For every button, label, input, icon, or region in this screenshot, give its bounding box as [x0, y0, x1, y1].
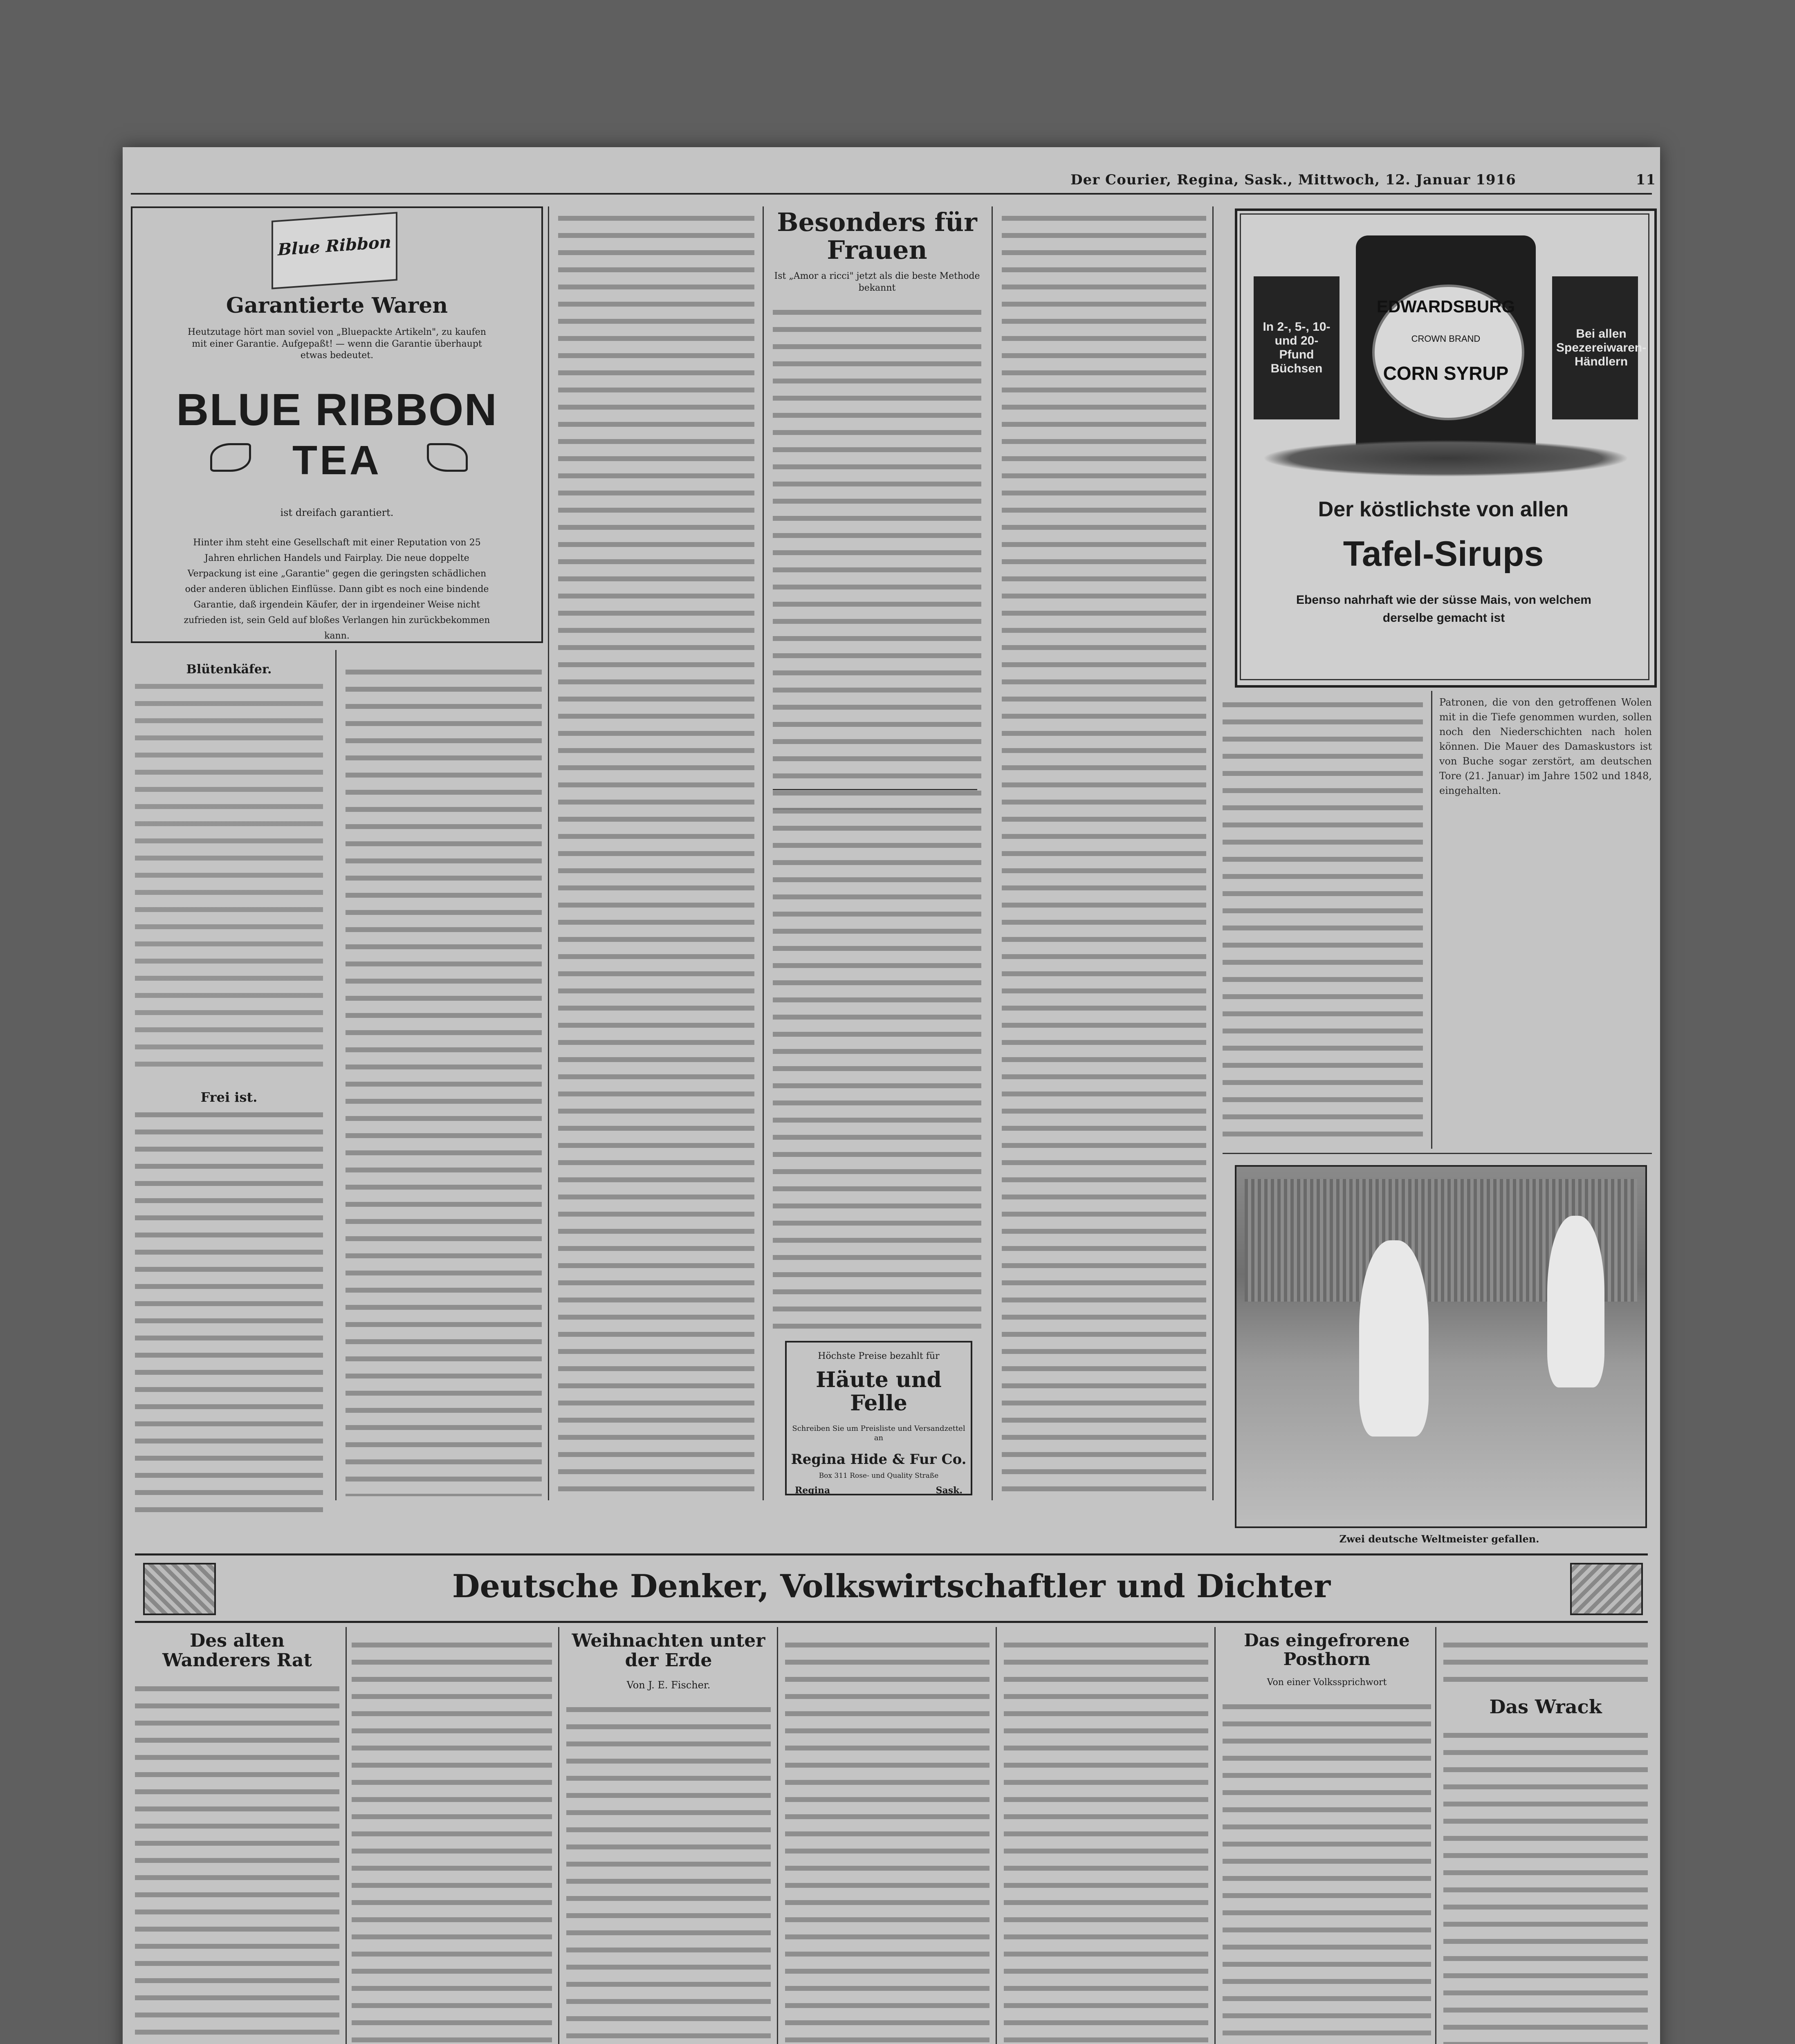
column-divider [1214, 1627, 1216, 2044]
posthorn-article [1223, 1631, 1431, 2044]
column-5-text-block [1002, 208, 1206, 1496]
tea-ad-text: Hinter ihm steht eine Gesellschaft mit einer Reputation von 25 Jahren ehrlichen Handels und Fairplay. Die neue doppelte Verpackung ist eine „Garantie" gegen die geringsten schädlichen oder anderen üblichen Einflüsse. Dann gibt es noch eine bindende Garantie, daß irgendein Käufer, der in irgendeiner Weise nicht zufrieden ist, sein Geld auf bloßes Verlangen hin zurückbekommen kann. [184, 538, 490, 641]
posthorn-sub: Von einer Volkssprichwort [1267, 1677, 1387, 1688]
column-1-upper [135, 662, 323, 1514]
hides-ad [785, 1341, 972, 1495]
frei-ist-text-block [135, 1105, 323, 1514]
hides-address: Box 311 Rose- und Quality Straße [819, 1472, 939, 1480]
bluetenkaefer-title: Blütenkäfer. [186, 662, 272, 677]
hides-company: Regina Hide & Fur Co. [791, 1451, 967, 1468]
syrup-can-brand: EDWARDSBURG [1376, 297, 1515, 316]
rule [1223, 1153, 1652, 1154]
syrup-dealers: Bei allen Spezereiwaren-Händlern [1552, 276, 1638, 419]
tea-ad [131, 206, 543, 643]
ribbon-bow-left-icon [210, 443, 251, 472]
frauen-article [773, 208, 981, 809]
column-divider [996, 1627, 997, 2044]
column-divider [777, 1627, 778, 2044]
column-3-text-block [558, 208, 754, 1496]
column-2-text-block [346, 662, 542, 1496]
weihnachten-text-block [566, 1700, 771, 2044]
column-divider [763, 206, 764, 1500]
weihnachten-author: Von J. E. Fischer. [626, 1679, 711, 1691]
weihnachten-text-continued [785, 1635, 989, 2044]
bluetenkaefer-text-block [135, 677, 323, 1077]
wanderer-article [135, 1631, 339, 2044]
newspaper-page [123, 147, 1660, 2044]
column-bottom-5-text-block [1004, 1635, 1208, 2044]
hides-line1: Höchste Preise bezahlt für [818, 1351, 940, 1361]
syrup-tagline: Ebenso nahrhaft wie der süsse Mais, von welchem derselbe gemacht ist [1296, 593, 1591, 625]
tea-box-illustration: Blue Ribbon [271, 212, 397, 289]
syrup-sizes: In 2-, 5-, 10- und 20-Pfund Büchsen [1254, 276, 1340, 419]
syrup-can [1356, 235, 1536, 456]
rule [773, 789, 977, 790]
photo-caption: Zwei deutsche Weltmeister gefallen. [1339, 1533, 1539, 1545]
ornament-left-icon [143, 1563, 216, 1615]
runner-figure-left [1359, 1240, 1429, 1437]
posthorn-title: Das eingefrorene Posthorn [1244, 1630, 1410, 1670]
column-divider [346, 1627, 347, 2044]
syrup-headline1: Der köstlichste von allen [1318, 498, 1569, 521]
column-divider [558, 1627, 559, 2044]
column-4-text-block [773, 801, 981, 1333]
column-divider [1435, 1627, 1436, 2044]
frauen-sub: Ist „Amor a ricci" jetzt als die beste Methode bekannt [774, 271, 980, 293]
column-6-text-block [1223, 695, 1423, 1145]
wanderer-text-block [135, 1679, 339, 2044]
page-header [634, 172, 1656, 188]
hides-line2: Häute und Felle [816, 1367, 942, 1416]
hides-city-right: Sask. [936, 1485, 963, 1496]
column-divider [1212, 206, 1214, 1500]
column-divider [1431, 691, 1432, 1149]
frei-ist-title: Frei ist. [200, 1089, 258, 1105]
corn-leaves-illustration [1262, 440, 1630, 477]
syrup-ad [1235, 208, 1657, 688]
weihnachten-article [566, 1631, 771, 2044]
frauen-title: Besonders für Frauen [777, 207, 977, 265]
weihnachten-title: Weihnachten unter der Erde [572, 1630, 765, 1671]
tea-ad-title: Garantierte Waren [226, 293, 448, 318]
ideal-text-continued [352, 1635, 552, 2044]
syrup-can-sub: CROWN BRAND [1411, 334, 1481, 344]
page-number: 11 [1636, 172, 1656, 188]
wrack-text-block [1443, 1726, 1648, 2044]
hides-city-left: Regina [795, 1485, 830, 1496]
syrup-headline2: Tafel-Sirups [1343, 534, 1544, 574]
tea-guarantee: ist dreifach garantiert. [280, 507, 394, 518]
tea-brand-tea: TEA [292, 437, 381, 483]
wrack-prelude-text [1443, 1635, 1648, 1688]
section-banner [135, 1553, 1648, 1623]
column-divider [335, 650, 337, 1500]
header-line: Der Courier, Regina, Sask., Mittwoch, 12. Januar 1916 [1070, 172, 1516, 188]
ribbon-bow-right-icon [427, 443, 468, 472]
tea-ad-intro: Heutzutage hört man soviel von „Bluepackte Artikeln", zu kaufen mit einer Garantie. Aufgepaßt! — wenn die Garantie überhaupt etwas bedeutet. [188, 327, 486, 361]
wrack-title: Das Wrack [1489, 1696, 1602, 1718]
runners-photo [1235, 1165, 1647, 1528]
syrup-can-product: CORN SYRUP [1383, 363, 1509, 384]
column-divider [992, 206, 993, 1500]
runner-figure-right [1547, 1216, 1604, 1387]
frauen-text-block [773, 303, 981, 809]
header-rule [131, 193, 1652, 195]
wrack-article [1443, 1635, 1648, 2044]
right-column-text: Patronen, die von den getroffenen Wolen mit in die Tiefe genommen wurden, sollen noch den Niederschichten nach holen können. Die Mauer des Damaskustors ist von Buche sogar zerstört, am deutschen Tore (21. Januar) im Jahre 1502 und 1848, eingehalten. [1439, 697, 1652, 796]
tea-brand: BLUE RIBBON [176, 385, 498, 435]
column-divider [548, 206, 549, 1500]
posthorn-text-block [1223, 1697, 1431, 2044]
wanderer-title: Des alten Wanderers Rat [162, 1630, 312, 1671]
section-banner-title: Deutsche Denker, Volkswirtschaftler und Dichter [452, 1568, 1331, 1605]
hides-line3: Schreiben Sie um Preisliste und Versandzettel an [792, 1424, 965, 1443]
ornament-right-icon [1570, 1563, 1643, 1615]
